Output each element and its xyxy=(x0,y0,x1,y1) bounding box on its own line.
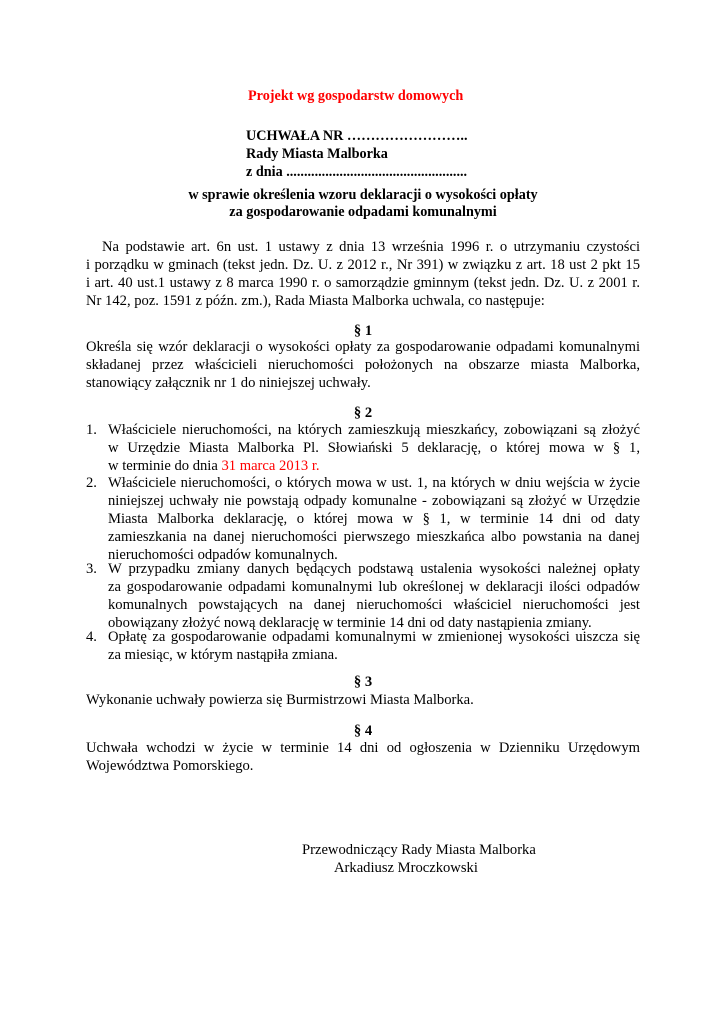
deadline-date: 31 marca 2013 r. xyxy=(221,458,320,474)
resolution-number: UCHWAŁA NR …………………….. xyxy=(246,128,468,144)
section-2-heading: § 2 xyxy=(353,405,373,421)
section-1-line: Określa się wzór deklaracji o wysokości opłaty za gospodarowanie odpadami komunalnymi xyxy=(86,339,640,355)
list-item-number: 1. xyxy=(86,422,97,438)
signature-name: Arkadiusz Mroczkowski xyxy=(334,860,478,876)
subject-line-2: za gospodarowanie odpadami komunalnymi xyxy=(229,204,497,220)
deadline-prefix: w terminie do dnia xyxy=(108,458,222,474)
list-item-line: Miasta Malborka deklarację, o której mowa w § 1, w terminie 14 dni od daty xyxy=(108,511,640,527)
section-1-line: stanowiący załącznik nr 1 do niniejszej uchwały. xyxy=(86,375,371,391)
preamble-line: Na podstawie art. 6n ust. 1 ustawy z dnia 13 września 1996 r. o utrzymaniu czystości xyxy=(102,239,640,255)
list-item-line: obowiązany złożyć nową deklarację w terminie 14 dni od daty nastąpienia zmiany. xyxy=(108,615,592,631)
list-item-line: nieruchomości odpadów komunalnych. xyxy=(108,547,338,563)
list-item-line: Właściciele nieruchomości, o których mowa w ust. 1, na których w dniu wejścia w życie xyxy=(108,475,640,491)
section-4-line: Uchwała wchodzi w życie w terminie 14 dni od ogłoszenia w Dzienniku Urzędowym xyxy=(86,740,640,756)
signature-title: Przewodniczący Rady Miasta Malborka xyxy=(302,842,536,858)
list-item-line: komunalnych powstających na danej nieruchomości właściciel nieruchomości jest xyxy=(108,597,640,613)
list-item-line: za miesiąc, w którym nastąpiła zmiana. xyxy=(108,647,338,663)
list-item-line: zamieszkania na danej nieruchomości pierwszego mieszkańca albo powstania na danej xyxy=(108,529,640,545)
list-item-line: w Urzędzie Miasta Malborka Pl. Słowiański 5 deklarację, o której mowa w § 1, xyxy=(108,440,640,456)
list-item-line: W przypadku zmiany danych będących podstawą ustalenia wysokości należnej opłaty xyxy=(108,561,640,577)
list-item-line: za gospodarowanie odpadami komunalnymi lub określonej w deklaracji ilości odpadów xyxy=(108,579,640,595)
list-item-number: 4. xyxy=(86,629,97,645)
list-item-number: 3. xyxy=(86,561,97,577)
list-item-line: niniejszej uchwały nie powstają odpady komunalne - zobowiązani są złożyć w Urzędzie xyxy=(108,493,640,509)
section-1-heading: § 1 xyxy=(353,323,373,339)
section-3-heading: § 3 xyxy=(353,674,373,690)
preamble-line: i porządku w gminach (tekst jedn. Dz. U. z 2012 r., Nr 391) w związku z art. 18 ust 2 pkt 15 xyxy=(86,257,640,273)
resolution-date: z dnia ................................................... xyxy=(246,164,468,180)
council-name: Rady Miasta Malborka xyxy=(246,146,388,162)
section-4-heading: § 4 xyxy=(353,723,373,739)
preamble-line: Nr 142, poz. 1591 z późn. zm.), Rada Miasta Malborka uchwala, co następuje: xyxy=(86,293,545,309)
preamble-line: i art. 40 ust.1 ustawy z 8 marca 1990 r. o samorządzie gminnym (tekst jedn. Dz. U. z 2001 r. xyxy=(86,275,640,291)
subject-line-1: w sprawie określenia wzoru deklaracji o wysokości opłaty xyxy=(188,187,538,203)
project-label: Projekt wg gospodarstw domowych xyxy=(248,88,464,104)
section-3-line: Wykonanie uchwały powierza się Burmistrzowi Miasta Malborka. xyxy=(86,692,474,708)
list-item-number: 2. xyxy=(86,475,97,491)
section-1-line: składanej przez właścicieli nieruchomości położonych na obszarze miasta Malborka, xyxy=(86,357,640,373)
list-item-line: Właściciele nieruchomości, na których zamieszkują mieszkańcy, zobowiązani są złożyć xyxy=(108,422,640,438)
list-item-line: Opłatę za gospodarowanie odpadami komunalnymi w zmienionej wysokości uiszcza się xyxy=(108,629,640,645)
list-item-line xyxy=(108,457,640,475)
section-4-line: Województwa Pomorskiego. xyxy=(86,758,254,774)
